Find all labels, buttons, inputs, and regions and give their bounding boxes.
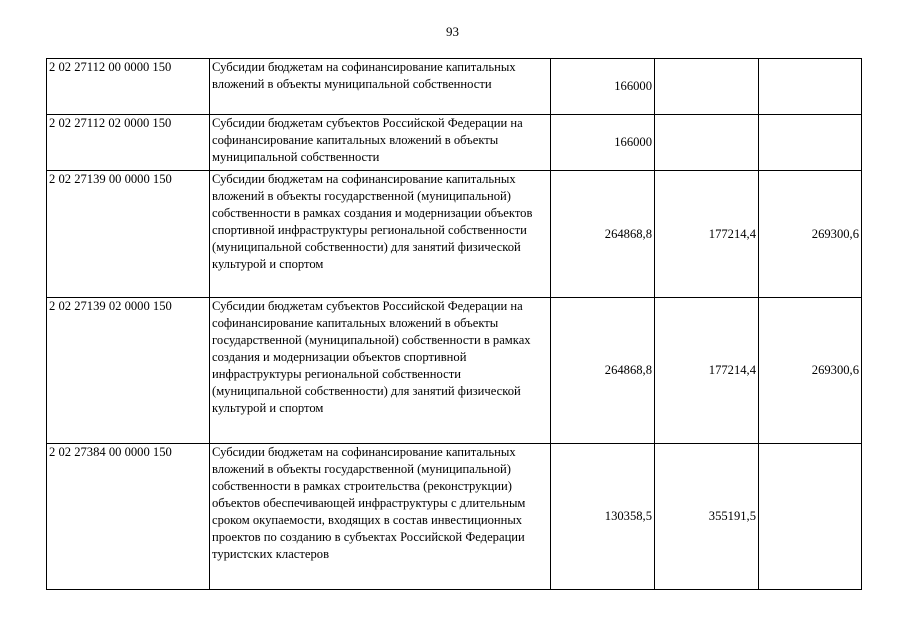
amount-year1-cell: 264868,8 [551,171,655,298]
amount-year3-cell: 269300,6 [759,298,862,444]
description-cell: Субсидии бюджетам на софинансирование капитальных вложений в объекты государственной (муниципальной) собственности в рамках создания и модернизации объектов спортивной инфраструктуры региональной собственности (муниципальной собственности) для занятий физической культурой и спортом [210,171,551,298]
table-row [47,444,862,590]
description-cell: Субсидии бюджетам на софинансирование капитальных вложений в объекты муниципальной собственности [210,59,551,115]
amount-year2-cell [655,59,759,115]
amount-year3-cell [759,444,862,590]
amount-year3-cell [759,115,862,171]
table-row [47,298,862,444]
budget-code-cell: 2 02 27112 00 0000 150 [47,59,210,115]
table-row [47,59,862,115]
budget-revenue-table [46,58,862,590]
amount-year2-cell: 177214,4 [655,298,759,444]
amount-year2-cell: 355191,5 [655,444,759,590]
amount-year3-cell: 269300,6 [759,171,862,298]
description-cell: Субсидии бюджетам субъектов Российской Федерации на софинансирование капитальных вложений в объекты муниципальной собственности [210,115,551,171]
amount-year2-cell [655,115,759,171]
amount-year2-cell: 177214,4 [655,171,759,298]
amount-year1-cell: 264868,8 [551,298,655,444]
budget-code-cell: 2 02 27384 00 0000 150 [47,444,210,590]
table-row [47,171,862,298]
amount-year1-cell: 130358,5 [551,444,655,590]
budget-code-cell: 2 02 27112 02 0000 150 [47,115,210,171]
budget-code-cell: 2 02 27139 02 0000 150 [47,298,210,444]
amount-year3-cell [759,59,862,115]
amount-year1-cell: 166000 [551,59,655,115]
description-cell: Субсидии бюджетам на софинансирование капитальных вложений в объекты государственной (муниципальной) собственности в рамках строительства (реконструкции) объектов обеспечивающей инфраструктуры с длительным сроком окупаемости, входящих в состав инвестиционных проектов по созданию в субъектах Российской Федерации туристских кластеров [210,444,551,590]
budget-code-cell: 2 02 27139 00 0000 150 [47,171,210,298]
amount-year1-cell: 166000 [551,115,655,171]
description-cell: Субсидии бюджетам субъектов Российской Федерации на софинансирование капитальных вложений в объекты государственной (муниципальной) собственности в рамках создания и модернизации объектов спортивной инфраструктуры региональной собственности (муниципальной собственности) для занятий физической культурой и спортом [210,298,551,444]
table-row [47,115,862,171]
page-number: 93 [446,24,459,39]
